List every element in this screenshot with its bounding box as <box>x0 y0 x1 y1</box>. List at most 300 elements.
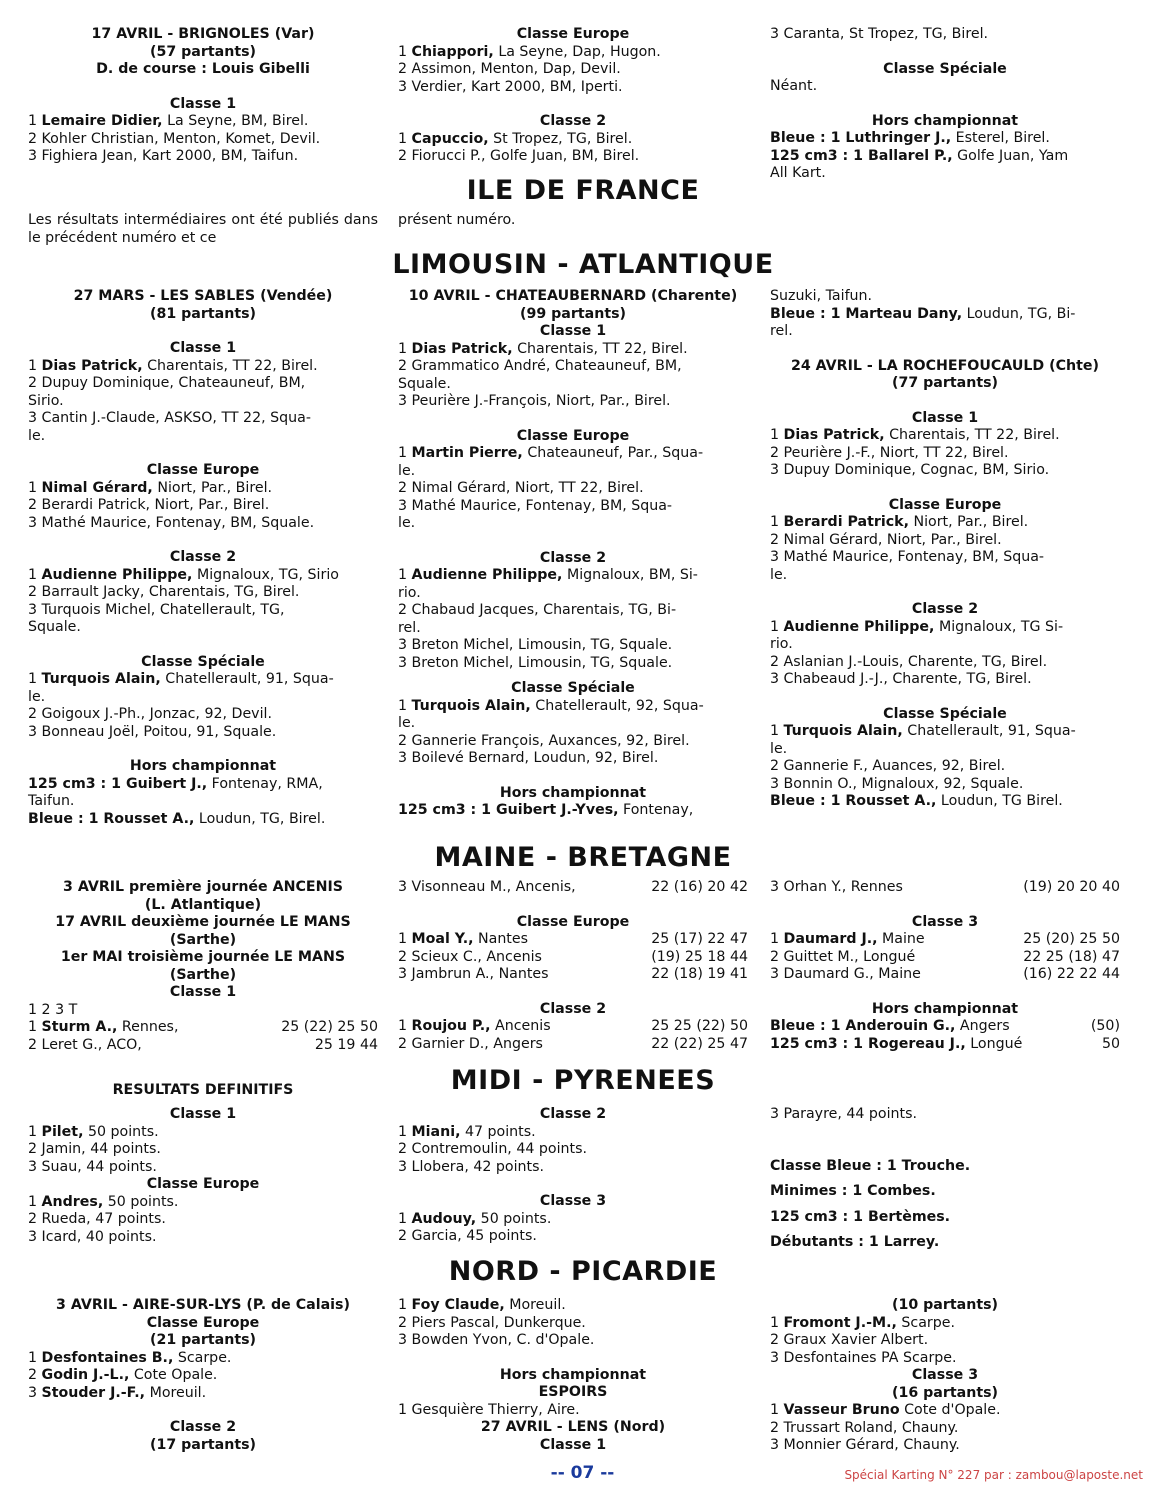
subheading: (Sarthe) <box>169 931 237 948</box>
score-row <box>398 931 748 949</box>
rank: 3 <box>28 410 42 426</box>
subheading: 1er MAI troisième journée LE MANS <box>60 949 346 965</box>
score-row <box>398 966 748 984</box>
details: La Seyne, Dap, Hugon. <box>493 43 661 60</box>
rank: 3 <box>770 462 784 478</box>
rank: 1 <box>398 1123 412 1140</box>
details: Breton Michel, Limousin, TG, Squale. <box>411 637 673 653</box>
details: Monnier Gérard, Chauny. <box>783 1437 960 1453</box>
result-entry <box>770 723 1120 741</box>
subheading: (57 partants) <box>149 43 257 60</box>
winner-name: Desfontaines B., <box>41 1349 174 1366</box>
rank: 3 <box>770 879 784 895</box>
rank: 3 <box>770 1349 784 1366</box>
result-entry <box>398 393 748 411</box>
rank: 2 <box>398 1228 412 1244</box>
result-entry <box>398 750 748 768</box>
winner-name: Sturm A., <box>41 1019 118 1035</box>
subheading: (21 partants) <box>149 1332 257 1348</box>
spacer <box>28 1402 378 1419</box>
rank: 2 <box>398 732 412 749</box>
text-line: rio. <box>398 584 421 601</box>
details: Fontenay, <box>618 802 694 818</box>
rank: 3 <box>770 966 784 982</box>
subheading: Classe 2 <box>911 601 979 617</box>
winner-name: Miani, <box>411 1123 461 1140</box>
winner-name: Daumard J., <box>783 931 878 947</box>
result-entry <box>770 1420 1120 1438</box>
result-entry <box>28 1194 378 1212</box>
rank: 3 <box>770 775 784 792</box>
rank: 1 <box>398 931 412 947</box>
result-entry <box>398 358 748 376</box>
score-row <box>28 1037 378 1055</box>
subheading: Classe 2 <box>539 113 607 129</box>
spacer <box>770 984 1120 1001</box>
subheading: (Sarthe) <box>169 966 237 983</box>
result-entry <box>28 113 378 131</box>
rank: 1 <box>28 1349 42 1366</box>
details: 50 points. <box>83 1123 159 1140</box>
section-heading: LIMOUSIN - ATLANTIQUE <box>392 249 774 280</box>
text-line: le. <box>770 566 788 583</box>
rank: 3 <box>398 393 412 409</box>
subheading: Classe 1 <box>169 1106 237 1122</box>
winner-name: 125 cm3 : 1 Bertèmes. <box>770 1208 951 1225</box>
rank: 2 <box>398 1314 412 1331</box>
rank: 1 <box>398 130 412 147</box>
rank: 2 <box>770 1332 784 1348</box>
rank: 3 <box>770 671 784 687</box>
result-entry <box>398 637 748 655</box>
details: Peurière J.-François, Niort, Par., Birel. <box>411 393 671 409</box>
scores: (50) <box>1090 1018 1120 1034</box>
winner-name: Classe Bleue : 1 Trouche. <box>770 1157 971 1174</box>
result-entry <box>28 1141 378 1159</box>
rank: 2 <box>770 531 784 548</box>
rank: 1 <box>398 445 412 461</box>
details: Scieux C., Ancenis <box>411 948 542 965</box>
page-number: -- 07 -- <box>550 1463 615 1483</box>
rank: 2 <box>28 1036 42 1053</box>
text-line: le. <box>398 462 416 479</box>
details: Scarpe. <box>896 1314 955 1331</box>
text-line: Néant. <box>770 78 818 94</box>
scores: 22 (22) 25 47 <box>651 1035 748 1052</box>
text-line: le. <box>28 688 46 705</box>
subheading: 27 MARS - LES SABLES (Vendée) <box>73 288 333 304</box>
result-entry <box>28 671 378 689</box>
details: Garcia, 45 points. <box>411 1228 537 1244</box>
score-row <box>770 949 1120 967</box>
rank: 3 <box>28 148 42 164</box>
rank: 1 <box>398 1210 412 1227</box>
spacer <box>398 768 748 785</box>
winner-name: Vasseur Bruno <box>783 1402 900 1418</box>
rank: 3 <box>398 966 412 982</box>
subheading: Classe Europe <box>146 1176 260 1192</box>
spacer <box>770 1201 1120 1209</box>
details: Guittet M., Longué <box>783 948 916 965</box>
rank: 2 <box>398 602 412 618</box>
result-entry <box>398 602 748 620</box>
text-column-2 <box>398 1106 748 1246</box>
details: Chateauneuf, Par., Squa- <box>522 445 704 461</box>
rank: 2 <box>28 497 42 513</box>
winner-name: Bleue : 1 Rousset A., <box>770 793 937 809</box>
details: Charentais, TT 22, Birel. <box>512 340 688 357</box>
rank: 3 <box>28 1384 42 1401</box>
text-column-2 <box>398 879 748 1053</box>
scores: 50 <box>1101 1035 1120 1052</box>
subheading: Classe 1 <box>911 409 979 426</box>
rank: 1 <box>770 931 784 947</box>
rank: 3 <box>770 26 784 42</box>
spacer <box>770 897 1120 914</box>
details: Verdier, Kart 2000, BM, Iperti. <box>411 78 623 95</box>
rank: 2 <box>398 148 412 164</box>
score-row <box>28 1019 378 1037</box>
details: Angers <box>955 1018 1010 1034</box>
result-entry <box>28 811 378 829</box>
score-row <box>770 1036 1120 1054</box>
details: Niort, Par., Birel. <box>152 479 273 496</box>
rank: 2 <box>398 1141 412 1157</box>
rank: 2 <box>28 584 42 600</box>
result-entry <box>770 619 1120 637</box>
details: Kohler Christian, Menton, Komet, Devil. <box>41 130 321 147</box>
details: Aslanian J.-Louis, Charente, TG, Birel. <box>783 653 1048 670</box>
rank: 1 <box>398 1018 412 1034</box>
subheading: Hors championnat <box>871 1000 1019 1017</box>
rank: 3 <box>398 637 412 653</box>
details: Assimon, Menton, Dap, Devil. <box>411 61 621 77</box>
rank: 1 <box>398 567 412 583</box>
score-row <box>770 931 1120 949</box>
result-entry <box>398 480 748 498</box>
result-entry <box>398 698 748 716</box>
winner-name: 125 cm3 : 1 Ballarel P., <box>770 147 953 164</box>
rank: 2 <box>398 358 412 374</box>
spacer <box>28 741 378 758</box>
details: Rennes, <box>117 1019 179 1035</box>
result-entry <box>28 480 378 498</box>
subheading: Classe 1 <box>539 1436 607 1453</box>
details: La Seyne, BM, Birel. <box>162 113 309 129</box>
rank: 2 <box>770 444 784 461</box>
text-line: rel. <box>770 323 793 339</box>
scores: (19) 20 20 40 <box>1023 879 1120 895</box>
result-entry <box>28 410 378 428</box>
text-column-3 <box>770 1297 1120 1455</box>
rank: 2 <box>398 61 412 77</box>
details: Nimal Gérard, Niort, TT 22, Birel. <box>411 480 644 496</box>
score-row <box>398 949 748 967</box>
subheading: (17 partants) <box>149 1436 257 1453</box>
details: Mathé Maurice, Fontenay, BM, Squa- <box>411 497 673 514</box>
details: 1 2 3 T <box>28 1001 78 1018</box>
result-entry <box>770 1158 1120 1176</box>
subheading: 10 AVRIL - CHATEAUBERNARD (Charente) <box>408 288 738 304</box>
details: Dupuy Dominique, Cognac, BM, Sirio. <box>783 462 1050 478</box>
details: Loudun, TG, Bi- <box>962 305 1076 322</box>
details: Chatellerault, 91, Squa- <box>902 723 1076 739</box>
subheading: 3 AVRIL - AIRE-SUR-LYS (P. de Calais) <box>56 1297 350 1313</box>
subheading: ESPOIRS <box>538 1384 608 1400</box>
subheading: Classe Europe <box>146 1314 260 1331</box>
result-entry <box>398 148 748 166</box>
details: Cantin J.-Claude, ASKSO, TT 22, Squa- <box>41 410 311 426</box>
result-entry <box>28 131 378 149</box>
winner-name: Capuccio, <box>411 130 489 147</box>
result-entry <box>398 1402 748 1420</box>
winner-name: Dias Patrick, <box>783 427 885 443</box>
details: Nimal Gérard, Niort, Par., Birel. <box>783 531 1002 548</box>
details: 50 points. <box>476 1210 552 1227</box>
spacer <box>28 445 378 462</box>
rank: 1 <box>28 1019 42 1035</box>
subheading: D. de course : Louis Gibelli <box>96 61 310 77</box>
details: Esterel, Birel. <box>951 130 1050 146</box>
subheading: Classe Europe <box>888 496 1002 513</box>
result-entry <box>28 1229 378 1247</box>
details: 47 points. <box>460 1123 536 1140</box>
details: Chatellerault, 92, Squa- <box>530 697 704 714</box>
details: Caranta, St Tropez, TG, Birel. <box>783 26 989 42</box>
result-entry <box>770 445 1120 463</box>
winner-name: Audienne Philippe, <box>41 566 193 583</box>
result-entry <box>398 445 748 463</box>
spacer <box>770 393 1120 410</box>
rank: 1 <box>770 427 784 443</box>
spacer <box>770 584 1120 601</box>
score-row <box>770 966 1120 984</box>
result-entry <box>28 148 378 166</box>
subheading: Classe Spéciale <box>883 705 1007 722</box>
subheading: Classe 2 <box>169 549 237 565</box>
result-entry <box>28 1367 378 1385</box>
spacer <box>770 480 1120 497</box>
result-entry <box>770 1437 1120 1455</box>
spacer <box>770 341 1120 358</box>
details: Grammatico André, Chateauneuf, BM, <box>411 358 682 374</box>
winner-name: Audienne Philippe, <box>411 567 563 583</box>
result-entry <box>770 1402 1120 1420</box>
section-heading: MAINE - BRETAGNE <box>434 842 732 873</box>
details: Ancenis <box>490 1018 551 1034</box>
result-entry <box>770 26 1120 44</box>
rank: 1 <box>28 479 42 496</box>
details: Goigoux J.-Ph., Jonzac, 92, Devil. <box>41 706 272 722</box>
result-entry <box>28 1385 378 1403</box>
details: Parayre, 44 points. <box>783 1106 917 1122</box>
result-entry <box>398 1297 748 1315</box>
result-entry <box>398 1315 748 1333</box>
scores: (16) 22 22 44 <box>1023 966 1120 982</box>
rank: 3 <box>28 514 42 531</box>
subheading: Classe Spéciale <box>141 653 265 670</box>
details: Cote Opale. <box>129 1367 218 1383</box>
result-entry <box>770 532 1120 550</box>
winner-name: Chiappori, <box>411 43 494 60</box>
text-column-3 <box>770 879 1120 1053</box>
subheading: (81 partants) <box>149 305 257 322</box>
subheading: Classe 2 <box>539 549 607 566</box>
text-line: Taifun. <box>28 793 75 809</box>
winner-name: Minimes : 1 Combes. <box>770 1183 936 1199</box>
spacer <box>770 689 1120 706</box>
subheading: 3 AVRIL première journée ANCENIS <box>63 879 343 895</box>
result-entry <box>398 1332 748 1350</box>
winner-name: Foy Claude, <box>411 1297 505 1313</box>
details: Golfe Juan, Yam <box>952 147 1069 164</box>
result-entry <box>770 758 1120 776</box>
rank: 1 <box>28 1123 42 1140</box>
subheading: Classe 3 <box>911 1367 979 1383</box>
rank: 1 <box>28 113 42 129</box>
rank: 1 <box>770 514 784 530</box>
winner-name: Fromont J.-M., <box>783 1314 897 1331</box>
rank: 1 <box>770 723 784 739</box>
rank: 2 <box>770 758 784 774</box>
subheading: Classe Europe <box>516 913 630 930</box>
result-entry <box>770 306 1120 324</box>
subheading: Classe Spéciale <box>883 60 1007 77</box>
rank: 3 <box>28 1158 42 1175</box>
rank: 3 <box>398 1158 412 1175</box>
rank: 3 <box>398 78 412 95</box>
score-row <box>770 1018 1120 1036</box>
credit-line: Spécial Karting N° 227 par : zambou@laposte.net <box>844 1468 1143 1482</box>
details: Gannerie François, Auxances, 92, Birel. <box>411 732 690 749</box>
details: Chabeaud J.-J., Charente, TG, Birel. <box>783 671 1032 687</box>
result-entry <box>770 654 1120 672</box>
winner-name: Turquois Alain, <box>41 671 161 687</box>
details: Mignaloux, TG, Sirio <box>192 566 339 583</box>
text-column-2 <box>398 26 748 166</box>
rank: 3 <box>28 723 42 740</box>
scores: 25 (22) 25 50 <box>281 1019 378 1035</box>
rank: 3 <box>398 1332 412 1348</box>
text-line: le. <box>770 740 788 757</box>
spacer <box>28 637 378 654</box>
winner-name: Turquois Alain, <box>411 697 531 714</box>
subheading: Classe 2 <box>169 1419 237 1435</box>
details: Cote d'Opale. <box>899 1402 1001 1418</box>
scores: 22 (16) 20 42 <box>651 879 748 895</box>
rank: 1 <box>28 671 42 687</box>
result-entry <box>398 131 748 149</box>
spacer <box>28 79 378 96</box>
spacer <box>398 1350 748 1367</box>
spacer <box>28 323 378 340</box>
subheading: Classe 3 <box>911 913 979 930</box>
text-column-2 <box>398 288 748 820</box>
subheading: 24 AVRIL - LA ROCHEFOUCAULD (Chte) <box>790 357 1099 374</box>
scores: 25 (20) 25 50 <box>1023 931 1120 947</box>
details: Longué <box>965 1035 1023 1052</box>
subheading: 17 AVRIL deuxième journée LE MANS <box>55 914 351 930</box>
rank: 1 <box>28 357 42 374</box>
winner-name: Andres, <box>41 1193 104 1210</box>
text-column-1 <box>28 26 378 166</box>
spacer <box>398 411 748 428</box>
text-line: All Kart. <box>770 165 826 181</box>
spacer <box>770 1124 1120 1141</box>
text-column-3 <box>770 26 1120 183</box>
rank: 2 <box>28 130 42 147</box>
spacer <box>398 897 748 914</box>
winner-name: Bleue : 1 Anderouin G., <box>770 1018 956 1034</box>
rank: 3 <box>398 497 412 514</box>
details: Turquois Michel, Chatellerault, TG, <box>41 601 285 618</box>
result-entry <box>770 1350 1120 1368</box>
rank: 3 <box>398 750 412 766</box>
details: Trussart Roland, Chauny. <box>783 1419 959 1436</box>
scores: 22 25 (18) 47 <box>1023 948 1120 965</box>
result-entry <box>28 497 378 515</box>
winner-name: Lemaire Didier, <box>41 113 163 129</box>
rank: 1 <box>770 618 784 635</box>
rank: 2 <box>398 1035 412 1052</box>
winner-name: Débutants : 1 Larrey. <box>770 1234 940 1250</box>
result-entry <box>398 567 748 585</box>
text-line: Squale. <box>398 375 451 392</box>
details: Daumard G., Maine <box>783 966 921 982</box>
rank: 2 <box>28 1367 42 1383</box>
text-column-1 <box>28 1297 378 1454</box>
details: Jambrun A., Nantes <box>411 966 549 982</box>
details: Mathé Maurice, Fontenay, BM, Squale. <box>41 514 315 531</box>
result-entry <box>398 498 748 516</box>
result-entry <box>398 1159 748 1177</box>
subheading: Classe 1 <box>169 340 237 356</box>
scores: 25 (17) 22 47 <box>651 931 748 947</box>
result-entry <box>398 655 748 673</box>
rank: 1 <box>398 340 412 357</box>
rank: 1 <box>28 1193 42 1210</box>
details: Mignaloux, TG Si- <box>934 618 1064 635</box>
details: Scarpe. <box>173 1349 232 1366</box>
text-column-3 <box>770 1106 1120 1252</box>
result-entry <box>770 427 1120 445</box>
subheading: (99 partants) <box>519 305 627 322</box>
result-entry <box>770 1234 1120 1252</box>
text-line: le. <box>28 427 46 444</box>
rank: 1 <box>398 43 412 60</box>
subheading: (L. Atlantique) <box>144 896 262 913</box>
text-line: rio. <box>770 636 793 652</box>
winner-name: Roujou P., <box>411 1018 491 1034</box>
result-entry <box>770 514 1120 532</box>
details: Piers Pascal, Dunkerque. <box>411 1314 586 1331</box>
result-entry <box>28 602 378 620</box>
text-line: Sirio. <box>28 392 64 409</box>
winner-name: 125 cm3 : 1 Guibert J.-Yves, <box>398 802 619 818</box>
winner-name: Turquois Alain, <box>783 723 903 739</box>
details: St Tropez, TG, Birel. <box>488 130 633 147</box>
details: Moreuil. <box>504 1297 566 1313</box>
details: Fighiera Jean, Kart 2000, BM, Taifun. <box>41 148 299 164</box>
result-entry <box>770 1209 1120 1227</box>
details: Bonnin O., Mignaloux, 92, Squale. <box>783 775 1024 792</box>
rank: 1 <box>398 1297 412 1313</box>
result-entry <box>770 776 1120 794</box>
details: Barrault Jacky, Charentais, TG, Birel. <box>41 584 300 600</box>
subheading: Classe 2 <box>539 1000 607 1017</box>
details: Nantes <box>473 931 528 947</box>
result-entry <box>28 1350 378 1368</box>
